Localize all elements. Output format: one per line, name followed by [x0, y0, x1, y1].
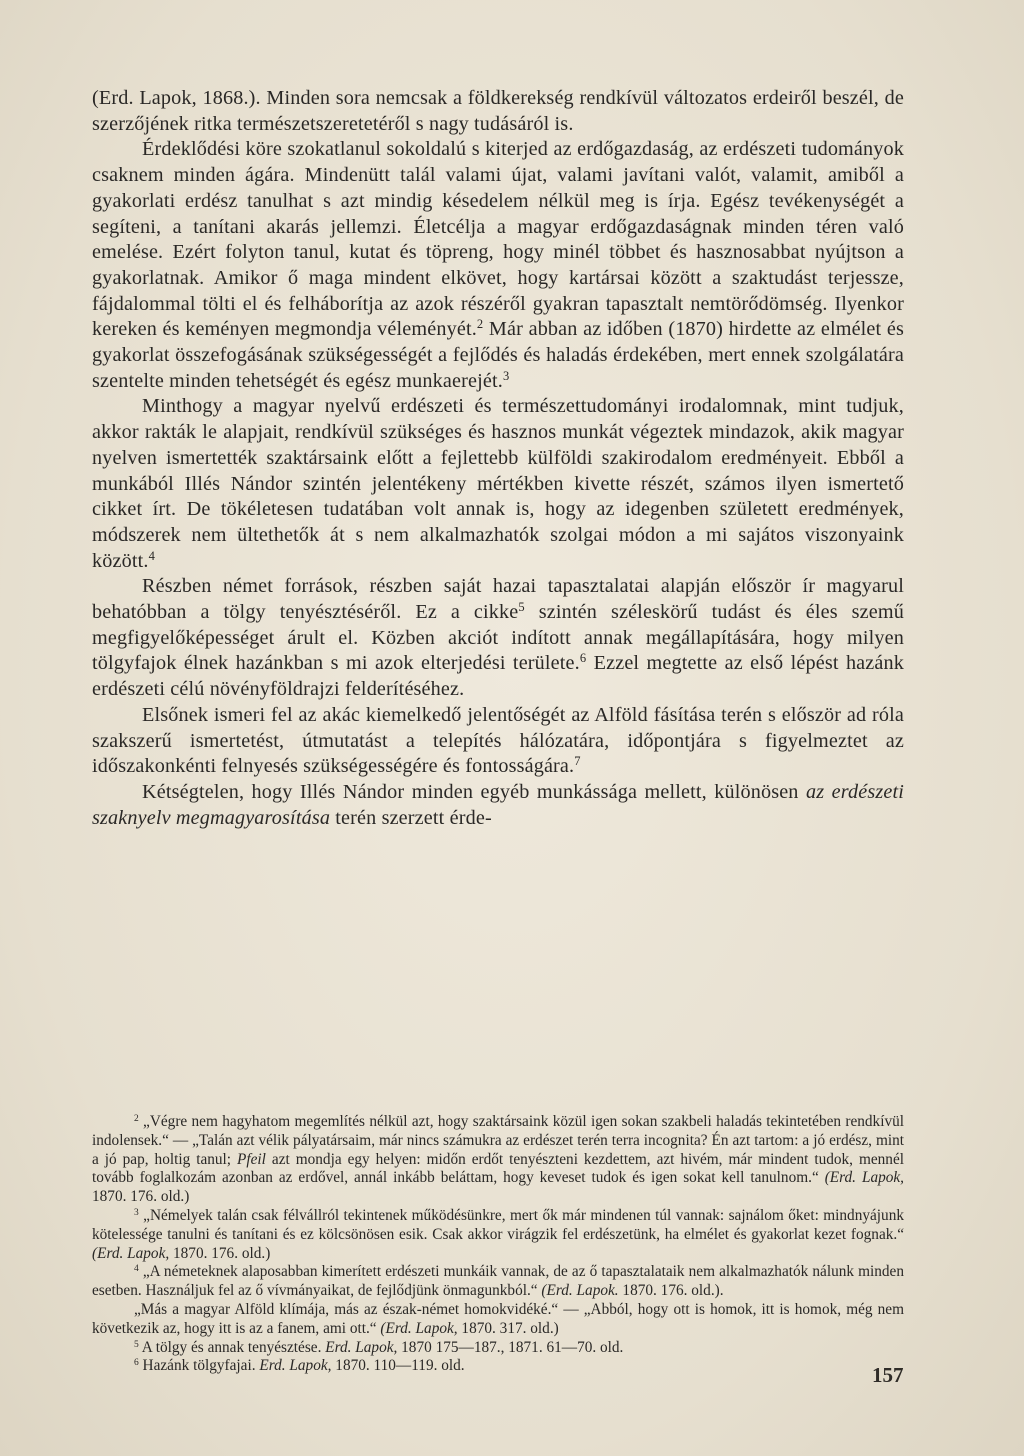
footnote-5: $^5$ A tölgy és annak tenyésztése. Erd. Lapok, 1870 175—187., 1871. 61—70. old. — [134, 1338, 624, 1356]
footnote-4: $^4$ „A németeknek alaposabban kimerített erdészeti munkáik vannak, de az ő tapasztalataik nem alkalmazhatók nálunk minden esetben. Használjuk fel az ő vívmányaikat, de fejlődjünk önmagunkból.“ (Erd. Lapok. 1870. 176. old.). — [92, 1263, 904, 1300]
footnote-ref-4: 4 — [148, 548, 155, 563]
paragraph-6: Kétségtelen, hogy Illés Nándor minden egyéb munkássága mellett, különösen az erdészeti szaknyelv megmagyarosítása terén szerzett érde- — [92, 780, 904, 829]
footnote-4-continued: „Más a magyar Alföld klímája, más az észak-német homokvidéké.“ — „Abból, hogy ott is homok, itt is homok, még nem következik az, hogy itt is az a fanem, ami ott.“ (Erd. Lapok, 1870. 317. old.) — [92, 1300, 904, 1337]
paragraph-2: Érdeklődési köre szokatlanul sokoldalú s kiterjed az erdőgazdaság, az erdészeti tudományok csaknem minden ágára. Mindenütt talál valami újat, valami javítani valót, valamit, amiből a gyakorlati erdész tanulhat s azt mindig késedelem nélkül meg is írja. Egész tevékenységét a segíteni, a tanítani akarás jellemzi. Életcélja a magyar erdőgazdaságnak minden téren való emelése. Ezért folyton tanul, kutat és töpreng, hogy minél többet és hasznosabbat nyújtson a gyakorlatnak. Amikor ő maga mindent elkövet, hogy kartársai között a szaktudást terjessze, fájdalommal tölti el és felháborítja az azok részéről gyakran tapasztalt nemtörődömség. Ilyenkor kereken és keményen megmondja véleményét.$^2$ Már abban az időben (1870) hirdette az elmélet és gyakorlat összefogásának szükségességét a fejlődés és haladás érdekében, mert ennek szolgálatára szentelte minden tehetségét és egész munkaerejét.$^3$ — [92, 138, 904, 392]
main-text — [92, 86, 904, 831]
footnotes — [92, 1113, 904, 1376]
paragraph-3: Minthogy a magyar nyelvű erdészeti és természettudományi irodalomnak, mint tudjuk, akkor rakták le alapjait, rendkívül szükséges és hasznos munkát végeztek mindazok, akik magyar nyelven ismertették szaktársaink előtt a fejlettebb külföldi szakirodalom eredményeit. Ebből a munkából Illés Nándor szintén jelentékeny mértékben kivette részét, számos ilyen ismertető cikket írt. De tökéletesen tudatában volt annak is, hogy az idegenben született eredmények, módszerek nem ültethetők át s nem alkalmazhatók szolgai módon a mi sajátos viszonyaink között.$^4$ — [92, 395, 904, 572]
page-number: 157 — [872, 1363, 904, 1387]
footnote-ref-3: 3 — [502, 368, 510, 383]
footnote-ref-7: 7 — [574, 754, 581, 769]
paragraph-5: Elsőnek ismeri fel az akác kiemelkedő jelentőségét az Alföld fásítása terén s először ad róla szakszerű ismertetést, útmutatást a telepítés hálózatára, időpontjára s figyelmeztet az időszakonkénti felnyesés szükségességére és fontosságára.$^7$ — [92, 703, 904, 778]
footnote-ref-6: 6 — [579, 651, 587, 666]
emphasis: az erdészeti szaknyelv megmagyarosítása — [92, 780, 904, 829]
paragraph-4: Részben német források, részben saját hazai tapasztalatai alapján először ír magyarul behatóbban a tölgy tenyésztéséről. Ez a cikke$^5$ szintén széleskörű tudást és éles szemű megfigyelőképességet árult el. Közben akciót indított annak megállapítására, hogy milyen tölgyfajok élnek hazánkban s mi azok elterjedési területe.$^6$ Ezzel megtette az első lépést hazánk erdészeti célú növényföldrajzi felderítéséhez. — [92, 575, 905, 701]
footnote-6: $^6$ Hazánk tölgyfajai. Erd. Lapok, 1870. 110—119. old. — [134, 1357, 465, 1375]
paragraph-text: (Erd. Lapok, 1868.). Minden sora nemcsak a földkerekség rendkívül változatos erdeiről beszél, de szerzőjének ritka természetszeretetéről s nagy tudásáról is. — [92, 87, 904, 135]
footnote-ref-5: 5 — [518, 600, 525, 615]
footnote-ref-2: 2 — [476, 317, 484, 332]
paragraph-1 — [92, 86, 904, 137]
footnote-3: $^3$ „Némelyek talán csak félvállról tekintenek működésünkre, mert ők már mindenen túl vannak: sajnálom őket: mindnyájunk kötelessége tanulni és tanítani és ez kölcsönösen esik. Csak akkor virágzik fel erdészetünk, ha elmélet és gyakorlat kezet fognak.“ (Erd. Lapok, 1870. 176. old.) — [92, 1206, 904, 1262]
footnote-2: $^2$ „Végre nem hagyhatom megemlítés nélkül azt, hogy szaktársaink közül igen sokan szakbeli haladás tekintetében rendkívül indolensek.“ — „Talán azt vélik pályatársaim, már nincs számukra az erdészet terén terra incognita? Én azt tartom: a jó erdész, mint a jó pap, holtig tanul; Pfeil azt mondja egy helyen: midőn erdőt tenyészteni kezdettem, azt hivém, már mindent tudok, mennél tovább foglalkozám azonban az erdővel, annál inkább beláttam, hogy keveset tudok és igen sokat kell tanulnom.“ (Erd. Lapok, 1870. 176. old.) — [92, 1113, 905, 1206]
